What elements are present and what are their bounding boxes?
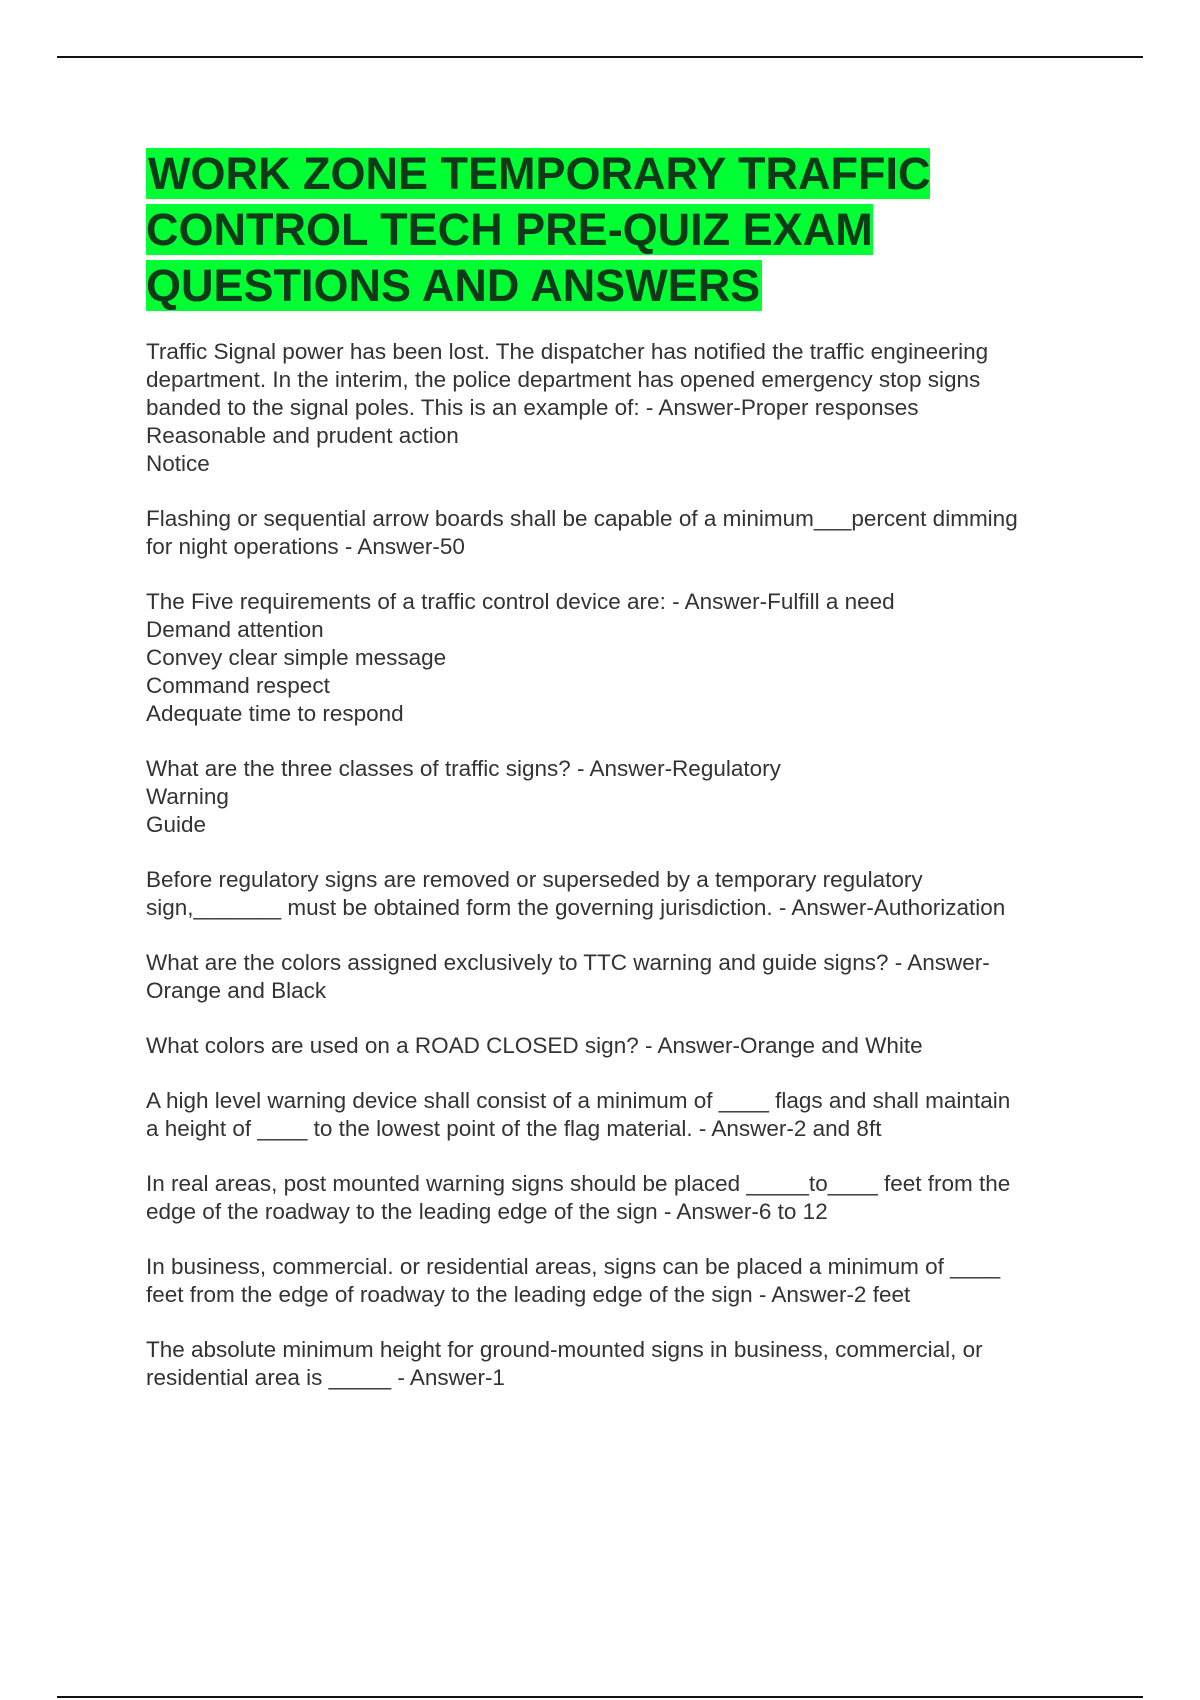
qa-line: What are the three classes of traffic signs? - Answer-Regulatory — [146, 756, 781, 781]
qa-line: sign,_______ must be obtained form the governing jurisdiction. - Answer-Authorization — [146, 895, 1006, 920]
qa-line: What colors are used on a ROAD CLOSED sign? - Answer-Orange and White — [146, 1033, 923, 1058]
qa-line: The Five requirements of a traffic control device are: - Answer-Fulfill a need — [146, 589, 895, 614]
qa-line: Demand attention — [146, 617, 324, 642]
qa-entry — [146, 1253, 1106, 1309]
title-line: CONTROL TECH PRE-QUIZ EXAM — [146, 204, 873, 255]
qa-line: edge of the roadway to the leading edge of the sign - Answer-6 to 12 — [146, 1199, 828, 1224]
top-rule — [57, 56, 1143, 58]
qa-line: Reasonable and prudent action — [146, 423, 459, 448]
qa-entry — [146, 949, 1106, 1005]
title-line: QUESTIONS AND ANSWERS — [146, 260, 761, 311]
qa-line: department. In the interim, the police department has opened emergency stop signs — [146, 367, 981, 392]
qa-line: Convey clear simple message — [146, 645, 447, 670]
qa-line: residential area is _____ - Answer-1 — [146, 1365, 505, 1390]
qa-line: Notice — [146, 451, 210, 476]
bottom-rule — [57, 1696, 1143, 1698]
qa-line: Traffic Signal power has been lost. The dispatcher has notified the traffic engineering — [146, 339, 989, 364]
title-highlight — [146, 148, 930, 311]
qa-line: Command respect — [146, 673, 330, 698]
qa-line: A high level warning device shall consist of a minimum of ____ flags and shall maintain — [146, 1088, 1011, 1113]
qa-line: The absolute minimum height for ground-mounted signs in business, commercial, or — [146, 1337, 983, 1362]
qa-entry — [146, 1087, 1106, 1143]
qa-line: In real areas, post mounted warning signs should be placed _____to____ feet from the — [146, 1171, 1011, 1196]
qa-list — [146, 338, 1106, 1392]
qa-entry — [146, 588, 1106, 728]
qa-line: Orange and Black — [146, 978, 327, 1003]
qa-entry — [146, 866, 1106, 922]
qa-line: feet from the edge of roadway to the leading edge of the sign - Answer-2 feet — [146, 1282, 911, 1307]
qa-line: Adequate time to respond — [146, 701, 404, 726]
qa-entry — [146, 1032, 1106, 1060]
title-line: WORK ZONE TEMPORARY TRAFFIC — [148, 148, 931, 199]
qa-line: What are the colors assigned exclusively to TTC warning and guide signs? - Answer- — [146, 950, 990, 975]
document-body — [146, 146, 1106, 1419]
qa-line: Guide — [146, 812, 207, 837]
document-title — [146, 146, 1106, 314]
qa-line: for night operations - Answer-50 — [146, 534, 465, 559]
qa-entry — [146, 338, 1106, 478]
qa-entry — [146, 505, 1106, 561]
qa-line: banded to the signal poles. This is an example of: - Answer-Proper responses — [146, 395, 919, 420]
qa-entry — [146, 1336, 1106, 1392]
qa-line: Warning — [146, 784, 229, 809]
qa-line: Flashing or sequential arrow boards shall be capable of a minimum___percent dimming — [146, 506, 1018, 531]
qa-entry — [146, 755, 1106, 839]
qa-line: a height of ____ to the lowest point of the flag material. - Answer-2 and 8ft — [146, 1116, 882, 1141]
qa-line: Before regulatory signs are removed or superseded by a temporary regulatory — [146, 867, 923, 892]
qa-line: In business, commercial. or residential areas, signs can be placed a minimum of ____ — [146, 1254, 1001, 1279]
qa-entry — [146, 1170, 1106, 1226]
